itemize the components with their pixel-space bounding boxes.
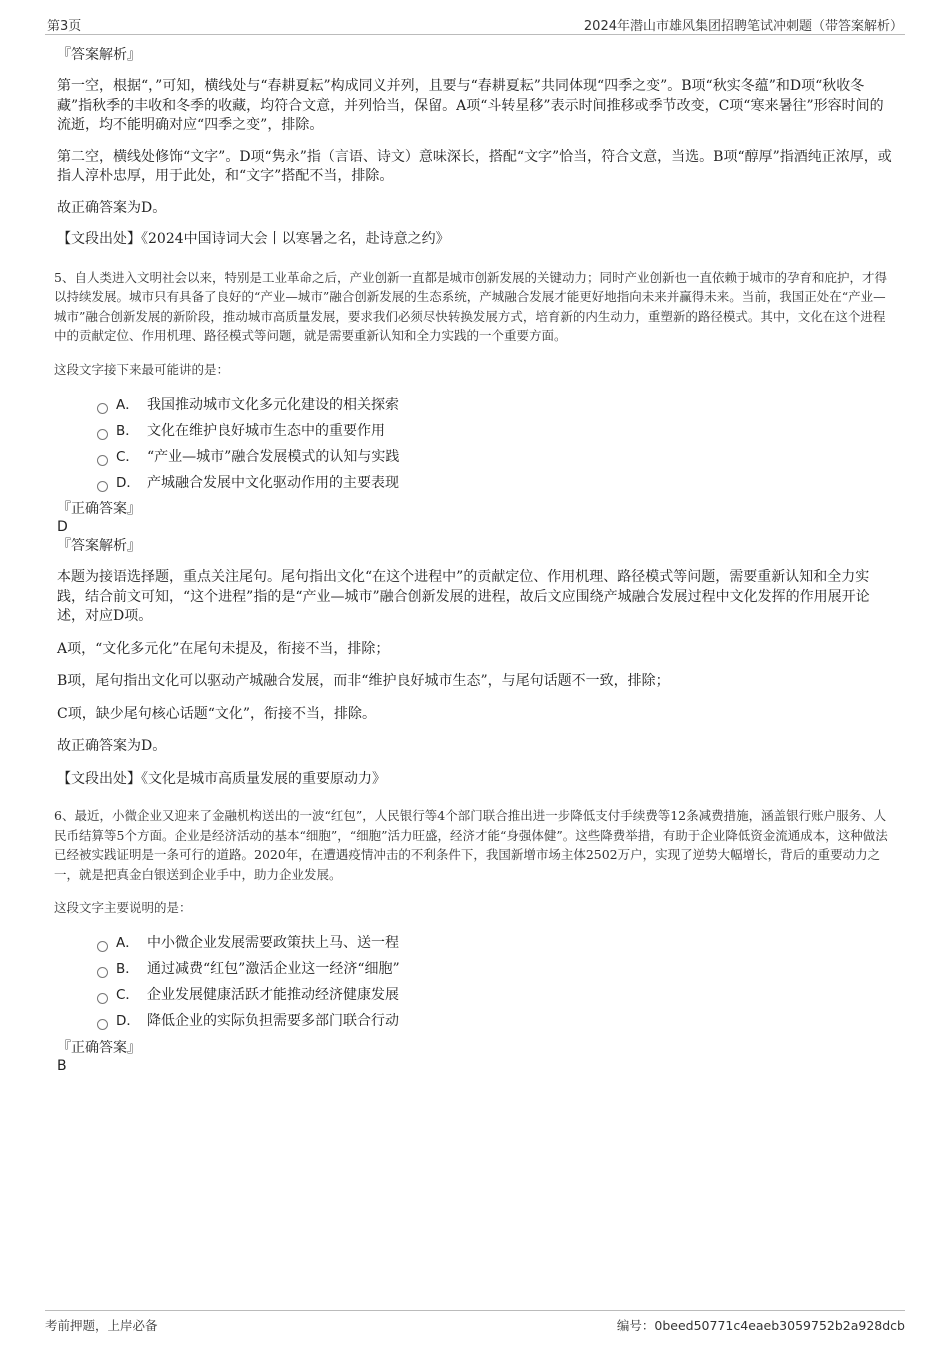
radio-icon[interactable] — [97, 403, 108, 414]
radio-icon[interactable] — [97, 455, 108, 466]
option-b[interactable]: B． 文化在维护良好城市生态中的重要作用 — [97, 418, 897, 444]
document-id: 编号：0beed50771c4eaeb3059752b2a928dcb — [616, 1318, 905, 1333]
document-title: 2024年潜山市雄风集团招聘笔试冲刺题（带答案解析） — [583, 19, 903, 34]
page-footer — [45, 1310, 905, 1335]
option-d[interactable]: D． 产城融合发展中文化驱动作用的主要表现 — [97, 470, 897, 496]
analysis-tag: 『答案解析』 — [57, 47, 141, 63]
option-list — [97, 392, 897, 496]
option-b[interactable]: B． 通过减费“红包”激活企业这一经济“细胞” — [97, 957, 897, 983]
radio-icon[interactable] — [97, 967, 108, 978]
analysis-tag: 『答案解析』 — [57, 538, 141, 554]
analysis-paragraph: A项，“文化多元化”在尾句未提及，衔接不当，排除； — [57, 640, 390, 657]
question-stem: 5、自人类进入文明社会以来，特别是工业革命之后，产业创新一直都是城市创新发展的关键动力；同时产业创新也一直依赖于城市的孕育和庇护，才得以持续发展。城市只有具备了良好的“产业—城市”融合创新发展的生态系统，产城融合发展才能更好地指向未来并赢得未来。当前，我国正处在“产业—城市”融合创新发展的新阶段，推动城市高质量发展，要求我们必须尽快转换发展方式，培育新的内生动力，重塑新的路径模式。其中，文化在这个进程中的贡献定位、作用机理、路径模式等问题，就是需要重新认知和全力实践的一个重要方面。 — [54, 269, 887, 343]
radio-icon[interactable] — [97, 1019, 108, 1030]
question-prompt: 这段文字接下来最可能讲的是： — [54, 361, 230, 377]
source-citation: 【文段出处】《2024中国诗词大会丨以寒暑之名，赴诗意之约》 — [57, 231, 450, 247]
correct-answer: D — [57, 519, 68, 535]
question-stem: 6、最近，小微企业又迎来了金融机构送出的一波“红包”，人民银行等4个部门联合推出进一步降低支付手续费等12条减费措施，涵盖银行账户服务、人民币结算等5个方面。企业是经济活动的基本“细胞”，“细胞”活力旺盛，经济才能“身强体健”。这些降费举措，有助于企业降低资金流通成本，这种做法已经被实践证明是一条可行的道路。2020年，在遭遇疫情冲击的不利条件下，我国新增市场主体2502万户，实现了逆势大幅增长，背后的重要动力之一，就是把真金白银送到企业手中，助力企业发展。 — [54, 808, 888, 882]
page-number: 第3页 — [47, 19, 82, 34]
correct-answer-tag: 『正确答案』 — [57, 1039, 141, 1056]
option-c[interactable]: C． 企业发展健康活跃才能推动经济健康发展 — [97, 983, 897, 1009]
footer-slogan: 考前押题，上岸必备 — [45, 1318, 158, 1333]
option-a[interactable]: A． 中小微企业发展需要政策扶上马、送一程 — [97, 931, 897, 957]
analysis-paragraph: 本题为接语选择题，重点关注尾句。尾句指出文化“在这个进程中”的贡献定位、作用机理、路径模式等问题，需要重新认知和全力实践，结合前文可知，“这个进程”指的是“产业—城市”融合创新发展的进程，故后文应围绕产城融合发展过程中文化发挥的作用展开论述，对应D项。 — [57, 569, 870, 624]
analysis-paragraph: C项，缺少尾句核心话题“文化”，衔接不当，排除。 — [57, 705, 377, 722]
correct-answer-tag: 『正确答案』 — [57, 501, 141, 517]
option-list — [97, 931, 897, 1035]
page-header — [45, 14, 905, 35]
option-c[interactable]: C． “产业—城市”融合发展模式的认知与实践 — [97, 444, 897, 470]
radio-icon[interactable] — [97, 993, 108, 1004]
source-citation: 【文段出处】《文化是城市高质量发展的重要原动力》 — [57, 770, 386, 787]
question-prompt: 这段文字主要说明的是： — [54, 900, 192, 915]
option-d[interactable]: D． 降低企业的实际负担需要多部门联合行动 — [97, 1009, 897, 1035]
radio-icon[interactable] — [97, 481, 108, 492]
correct-answer: B — [57, 1057, 67, 1074]
option-a[interactable]: A． 我国推动城市文化多元化建设的相关探索 — [97, 392, 897, 418]
analysis-paragraph: 第一空，根据“，”可知，横线处与“春耕夏耘”构成同义并列，且要与“春耕夏耘”共同体现“四季之变”。B项“秋实冬蕴”和D项“秋收冬藏”指秋季的丰收和冬季的收藏，均符合文意，并列恰当，保留。A项“斗转星移”表示时间推移或季节改变，C项“寒来暑往”形容时间的流逝，均不能明确对应“四季之变”，排除。 — [57, 78, 884, 133]
analysis-paragraph: 第二空，横线处修饰“文字”。D项“隽永”指（言语、诗文）意味深长，搭配“文字”恰当，符合文意，当选。B项“醇厚”指酒纯正浓厚，或指人淳朴忠厚，用于此处，和“文字”搭配不当，排除。 — [57, 148, 892, 184]
analysis-conclusion: 故正确答案为D。 — [57, 199, 167, 216]
radio-icon[interactable] — [97, 429, 108, 440]
document-body — [54, 46, 897, 1075]
analysis-paragraph: B项，尾句指出文化可以驱动产城融合发展，而非“维护良好城市生态”，与尾句话题不一致，排除； — [57, 673, 670, 689]
analysis-conclusion: 故正确答案为D。 — [57, 738, 167, 754]
radio-icon[interactable] — [97, 941, 108, 952]
